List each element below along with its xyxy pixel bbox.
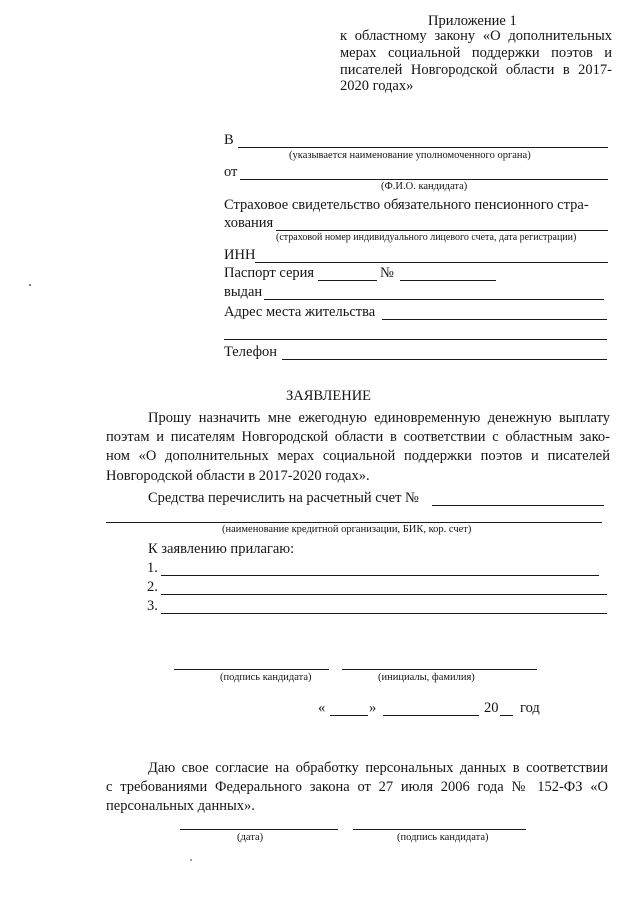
appendix-line-3: писателей Новгородской области в 2017- — [340, 62, 612, 78]
to-hint: (указывается наименование уполномоченного органа) — [289, 150, 531, 161]
signature-hint: (подпись кандидата) — [220, 672, 312, 683]
attach-item-1-line[interactable] — [161, 575, 599, 576]
date-close-quote: » — [369, 700, 377, 716]
scan-speck — [29, 284, 31, 286]
appendix-line-1: к областному закону «О дополнительных — [340, 28, 612, 44]
date-year-suffix: год — [520, 700, 540, 716]
insurance-label-line-1: Страховое свидетельство обязательного пенсионного стра- — [224, 197, 589, 213]
attach-item-3-line[interactable] — [161, 613, 607, 614]
attach-label: К заявлению прилагаю: — [148, 541, 295, 557]
appendix-line-4: 2020 годах» — [340, 78, 414, 94]
consent-line-2: с требованиями Федерального закона от 27 июля 2006 года № 152-ФЗ «О — [106, 779, 608, 795]
application-paragraph-line-4: Новгородской области в 2017-2020 годах». — [106, 468, 370, 484]
insurance-hint: (страховой номер индивидуального лицевого счета, дата регистрации) — [276, 232, 577, 243]
appendix-line-2: мерах социальной поддержки поэтов и — [340, 45, 612, 61]
name-field-line[interactable] — [342, 669, 537, 670]
inn-label: ИНН — [224, 247, 256, 263]
signature-field-line[interactable] — [174, 669, 329, 670]
consent-signature-field-line[interactable] — [353, 829, 526, 830]
application-paragraph-line-1: Прошу назначить мне ежегодную единовременную денежную выплату — [148, 410, 610, 426]
date-month-field-line[interactable] — [383, 715, 479, 716]
date-year-prefix: 20 — [484, 700, 499, 716]
scan-speck — [190, 859, 192, 861]
issued-field-line[interactable] — [264, 299, 604, 300]
consent-line-3: персональных данных». — [106, 798, 255, 814]
attach-item-3-number: 3. — [147, 598, 158, 614]
address-field-line-2[interactable] — [224, 339, 607, 340]
date-year-field-line[interactable] — [500, 715, 513, 716]
consent-date-hint: (дата) — [237, 832, 264, 843]
date-day-field-line[interactable] — [330, 715, 368, 716]
attach-item-1-number: 1. — [147, 560, 158, 576]
passport-number-field-line[interactable] — [400, 280, 496, 281]
insurance-label-line-2: хования — [224, 215, 274, 231]
to-field-line[interactable] — [238, 147, 608, 148]
from-label: от — [224, 164, 238, 180]
phone-field-line[interactable] — [282, 359, 607, 360]
attach-item-2-number: 2. — [147, 579, 158, 595]
bank-field-line[interactable] — [106, 522, 602, 523]
appendix-title: Приложение 1 — [428, 13, 517, 29]
issued-label: выдан — [224, 284, 263, 300]
attach-item-2-line[interactable] — [161, 594, 607, 595]
consent-signature-hint: (подпись кандидата) — [397, 832, 489, 843]
application-paragraph-line-2: поэтам и писателям Новгородской области в соответствии с областным зако- — [106, 429, 610, 445]
to-label: В — [224, 132, 234, 148]
passport-series-label: Паспорт серия — [224, 265, 315, 281]
from-field-line[interactable] — [240, 179, 608, 180]
application-heading: ЗАЯВЛЕНИЕ — [286, 388, 372, 404]
from-hint: (Ф.И.О. кандидата) — [381, 181, 468, 192]
account-field-line[interactable] — [432, 505, 604, 506]
consent-date-field-line[interactable] — [180, 829, 338, 830]
inn-field-line[interactable] — [255, 262, 608, 263]
name-hint: (инициалы, фамилия) — [378, 672, 475, 683]
date-open-quote: « — [318, 700, 326, 716]
address-field-line[interactable] — [382, 319, 607, 320]
address-label: Адрес места жительства — [224, 304, 376, 320]
bank-hint: (наименование кредитной организации, БИК, кор. счет) — [222, 524, 472, 535]
phone-label: Телефон — [224, 344, 277, 360]
consent-line-1: Даю свое согласие на обработку персональных данных в соответствии — [148, 760, 608, 776]
insurance-field-line[interactable] — [276, 230, 608, 231]
passport-number-label: № — [380, 265, 394, 281]
account-label: Средства перечислить на расчетный счет № — [148, 490, 419, 506]
passport-series-field-line[interactable] — [318, 280, 377, 281]
application-paragraph-line-3: ном «О дополнительных мерах социальной поддержки поэтов и писателей — [106, 448, 610, 464]
